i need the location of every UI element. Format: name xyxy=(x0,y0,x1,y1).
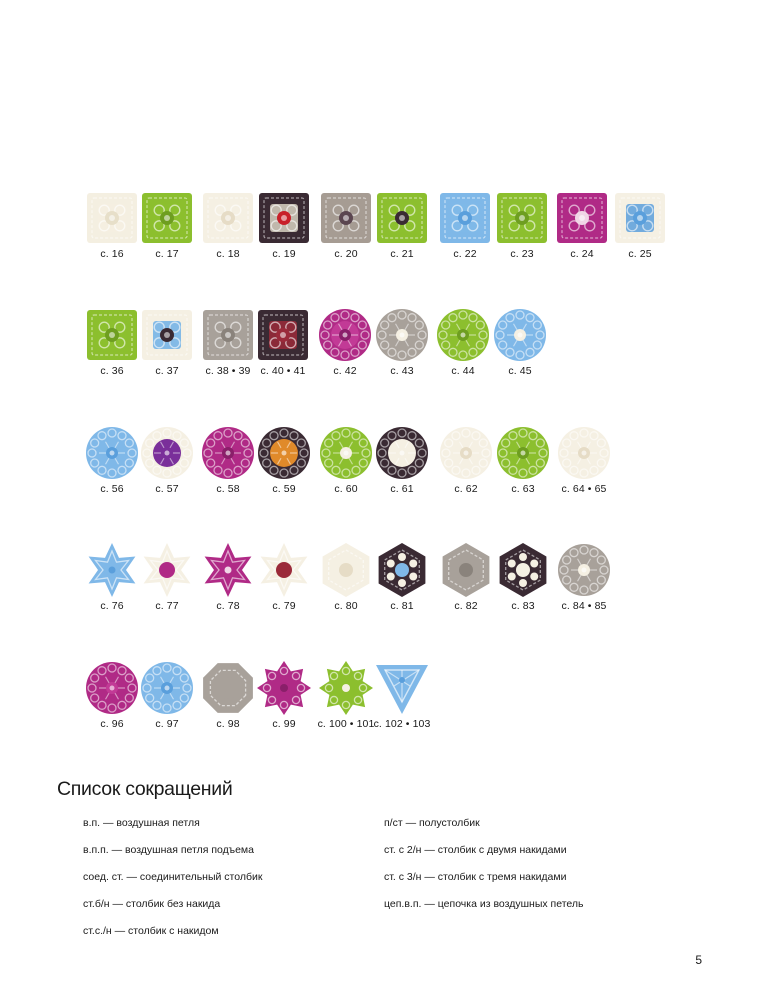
crochet-motif-circle xyxy=(495,425,551,481)
motif-image xyxy=(256,660,312,716)
motif-image xyxy=(374,425,430,481)
motif-image xyxy=(256,542,312,598)
motif-image xyxy=(200,660,256,716)
motif-image xyxy=(318,190,374,246)
crochet-motif-square xyxy=(612,190,668,246)
motif-caption: с. 57 xyxy=(155,483,179,495)
motif-caption: с. 59 xyxy=(272,483,296,495)
motif-image xyxy=(317,307,373,363)
crochet-motif-square xyxy=(84,190,140,246)
motif-image xyxy=(200,307,256,363)
motif-image xyxy=(438,425,494,481)
crochet-motif-square xyxy=(255,307,311,363)
motif-image xyxy=(139,190,195,246)
crochet-motif-square xyxy=(84,307,140,363)
motif-caption: с. 84 • 85 xyxy=(561,600,607,612)
motif-caption: с. 97 xyxy=(155,718,179,730)
abbreviation-item: в.п. — воздушная петля xyxy=(83,817,200,829)
crochet-motif-circle xyxy=(438,425,494,481)
motif-image xyxy=(318,660,374,716)
motif-image xyxy=(200,542,256,598)
crochet-motif-star xyxy=(256,542,312,598)
motif-image xyxy=(374,307,430,363)
motif-caption: с. 44 xyxy=(451,365,475,377)
motif-caption: с. 60 xyxy=(334,483,358,495)
crochet-motif-star xyxy=(84,542,140,598)
motif-caption: с. 81 xyxy=(390,600,414,612)
crochet-motif-circle xyxy=(139,660,195,716)
motif-caption: с. 99 xyxy=(272,718,296,730)
crochet-motif-circle xyxy=(139,425,195,481)
crochet-motif-circle xyxy=(374,307,430,363)
motif-caption: с. 23 xyxy=(510,248,534,260)
motif-caption: с. 22 xyxy=(453,248,477,260)
motif-caption: с. 80 xyxy=(334,600,358,612)
crochet-motif-star xyxy=(139,542,195,598)
crochet-motif-circle xyxy=(435,307,491,363)
crochet-motif-hexagon xyxy=(438,542,494,598)
motif-caption: с. 62 xyxy=(454,483,478,495)
crochet-motif-square xyxy=(374,190,430,246)
motif-image xyxy=(84,542,140,598)
motif-caption: с. 17 xyxy=(155,248,179,260)
motif-caption: с. 83 xyxy=(511,600,535,612)
motif-caption: с. 37 xyxy=(155,365,179,377)
motif-image xyxy=(256,425,312,481)
motif-image xyxy=(438,542,494,598)
motif-caption: с. 64 • 65 xyxy=(561,483,607,495)
motif-caption: с. 78 xyxy=(216,600,240,612)
motif-image xyxy=(84,660,140,716)
motif-image xyxy=(139,660,195,716)
crochet-motif-circle xyxy=(200,425,256,481)
motif-caption: с. 58 xyxy=(216,483,240,495)
motif-image xyxy=(256,190,312,246)
crochet-motif-circle xyxy=(374,425,430,481)
motif-image xyxy=(435,307,491,363)
motif-caption: с. 77 xyxy=(155,600,179,612)
motif-caption: с. 36 xyxy=(100,365,124,377)
motif-caption: с. 20 xyxy=(334,248,358,260)
abbreviation-item: в.п.п. — воздушная петля подъема xyxy=(83,844,254,856)
motif-caption: с. 82 xyxy=(454,600,478,612)
motif-caption: с. 24 xyxy=(570,248,594,260)
motif-image xyxy=(200,425,256,481)
abbreviations-heading: Список сокращений xyxy=(57,778,233,800)
crochet-motif-square xyxy=(494,190,550,246)
motif-image xyxy=(437,190,493,246)
motif-caption: с. 96 xyxy=(100,718,124,730)
motif-caption: с. 63 xyxy=(511,483,535,495)
crochet-motif-square xyxy=(256,190,312,246)
motif-caption: с. 19 xyxy=(272,248,296,260)
crochet-motif-hexagon xyxy=(495,542,551,598)
crochet-motif-square xyxy=(318,190,374,246)
motif-image xyxy=(556,542,612,598)
crochet-motif-star xyxy=(200,542,256,598)
page-number: 5 xyxy=(695,953,702,967)
crochet-motif-circle xyxy=(492,307,548,363)
abbreviation-item: ст. с 2/н — столбик с двумя накидами xyxy=(384,844,567,856)
motif-image xyxy=(139,542,195,598)
crochet-motif-octagon xyxy=(200,660,256,716)
motif-caption: с. 56 xyxy=(100,483,124,495)
crochet-motif-star8 xyxy=(318,660,374,716)
motif-image xyxy=(139,307,195,363)
abbreviation-item: п/ст — полустолбик xyxy=(384,817,480,829)
crochet-motif-square xyxy=(200,307,256,363)
motif-image xyxy=(318,425,374,481)
crochet-motif-circle xyxy=(84,425,140,481)
motif-image xyxy=(554,190,610,246)
motif-image xyxy=(612,190,668,246)
motif-image xyxy=(495,542,551,598)
crochet-motif-hexagon xyxy=(374,542,430,598)
motif-caption: с. 102 • 103 xyxy=(373,718,431,730)
motif-image xyxy=(200,190,256,246)
motif-image xyxy=(556,425,612,481)
motif-caption: с. 98 xyxy=(216,718,240,730)
crochet-motif-square xyxy=(139,190,195,246)
crochet-motif-circle xyxy=(84,660,140,716)
crochet-motif-square xyxy=(200,190,256,246)
motif-caption: с. 100 • 101 xyxy=(317,718,375,730)
motif-caption: с. 79 xyxy=(272,600,296,612)
motif-image xyxy=(492,307,548,363)
motif-caption: с. 43 xyxy=(390,365,414,377)
crochet-motif-square xyxy=(554,190,610,246)
motif-image xyxy=(84,425,140,481)
abbreviation-item: соед. ст. — соединительный столбик xyxy=(83,871,263,883)
motif-caption: с. 16 xyxy=(100,248,124,260)
crochet-motif-square xyxy=(437,190,493,246)
crochet-motif-circle xyxy=(556,425,612,481)
motif-caption: с. 61 xyxy=(390,483,414,495)
crochet-motif-triangle xyxy=(374,660,430,716)
motif-image xyxy=(374,660,430,716)
motif-caption: с. 21 xyxy=(390,248,414,260)
motif-caption: с. 76 xyxy=(100,600,124,612)
crochet-motif-hexagon xyxy=(318,542,374,598)
crochet-motif-circle xyxy=(317,307,373,363)
abbreviation-item: цеп.в.п. — цепочка из воздушных петель xyxy=(384,898,584,910)
abbreviation-item: ст.б/н — столбик без накида xyxy=(83,898,221,910)
motif-caption: с. 45 xyxy=(508,365,532,377)
abbreviation-item: ст. с 3/н — столбик с тремя накидами xyxy=(384,871,567,883)
motif-image xyxy=(255,307,311,363)
motif-caption: с. 25 xyxy=(628,248,652,260)
motif-image xyxy=(374,190,430,246)
motif-caption: с. 38 • 39 xyxy=(205,365,251,377)
crochet-motif-circle xyxy=(318,425,374,481)
motif-image xyxy=(374,542,430,598)
motif-caption: с. 18 xyxy=(216,248,240,260)
motif-image xyxy=(495,425,551,481)
motif-caption: с. 40 • 41 xyxy=(260,365,306,377)
motif-image xyxy=(494,190,550,246)
motif-image xyxy=(318,542,374,598)
crochet-motif-circle xyxy=(556,542,612,598)
motif-caption: с. 42 xyxy=(333,365,357,377)
motif-image xyxy=(84,307,140,363)
abbreviation-item: ст.с./н — столбик с накидом xyxy=(83,925,219,937)
crochet-motif-star8 xyxy=(256,660,312,716)
motif-image xyxy=(139,425,195,481)
motif-image xyxy=(84,190,140,246)
crochet-motif-square xyxy=(139,307,195,363)
crochet-motif-circle xyxy=(256,425,312,481)
